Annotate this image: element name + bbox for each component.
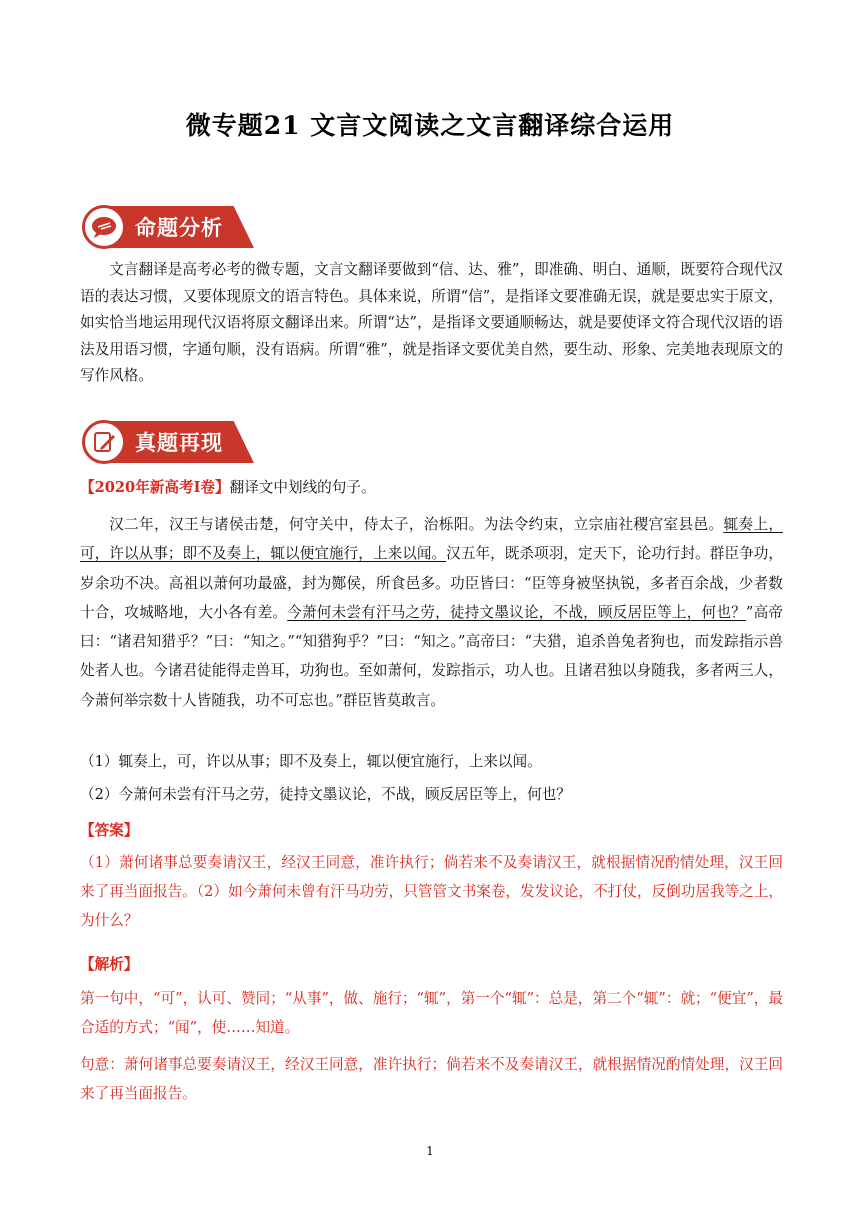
passage-text: ”高帝曰：“诸君知猎乎？”曰：“知之。”“知猎狗乎？”曰：“知之。”高帝曰：“夫猎，追杀兽兔者狗也，而发踪指示兽处者人也。今诸君徒能得走兽耳，功狗也。至如萧何，发踪指示，功人也。且诸君独以身随我，多者两三人，今萧何举宗数十人皆随我，功不可忘也。”群臣皆莫敢言。 [80, 603, 783, 709]
question-1: （1）辄奏上，可，许以从事；即不及奏上，辄以便宜施行，上来以闻。 [80, 753, 542, 770]
passage [80, 510, 783, 715]
underlined-sentence-1: 辄奏上，可，许以从事；即不及奏上，辄以便宜施行，上来以闻。 [80, 516, 783, 563]
analysis-text-1: 第一句中，“可”，认可、赞同；“从事”，做、施行；“辄”，第一个“辄”：总是，第二个“辄”：就；“便宜”，最合适的方式；“闻”，使……知道。 [80, 990, 783, 1036]
analysis-tag: 【解析】 [80, 956, 139, 973]
instruction: 翻译文中划线的句子。 [229, 479, 376, 496]
answer-text: （1）萧何诸事总要奏请汉王，经汉王同意，准许执行；倘若来不及奏请汉王，就根据情况酌情处理，汉王回来了再当面报告。（2）如今萧何未曾有汗马功劳，只管管文书案卷，发发议论，不打仗，反倒功居我等之上，为什么？ [80, 854, 783, 929]
analysis-text-2: 句意：萧何诸事总要奏请汉王，经汉王同意，准许执行；倘若来不及奏请汉王，就根据情况酌情处理，汉王回来了再当面报告。 [80, 1056, 783, 1102]
speech-icon [82, 205, 126, 249]
answer-tag: 【答案】 [80, 822, 139, 839]
source-tag: 【2020年新高考Ⅰ卷】 [80, 479, 230, 496]
passage-text: 汉五年，既杀项羽，定天下，论功行封。群臣争功，岁余功不决。高祖以萧何功最盛，封为酂侯，所食邑多。功臣皆曰：“臣等身被坚执锐，多者百余战，少者数十合，攻城略地，大小各有差。 [80, 545, 783, 621]
section-label-exam: 真题再现 [135, 430, 223, 455]
section-label-analysis: 命题分析 [135, 215, 223, 240]
pencil-icon [82, 420, 126, 464]
underlined-sentence-2: 今萧何未尝有汗马之劳，徒持文墨议论，不战，顾反居臣等上，何也？ [287, 603, 746, 621]
page-number: 1 [426, 1144, 434, 1158]
section-banner-exam [80, 417, 256, 467]
question-2: （2）今萧何未尝有汗马之劳，徒持文墨议论，不战，顾反居臣等上，何也？ [80, 786, 571, 803]
page-title: 微专题21 文言文阅读之文言翻译综合运用 [185, 111, 675, 140]
question-header [80, 476, 783, 497]
section-banner-analysis [80, 202, 256, 252]
passage-text: 汉二年，汉王与诸侯击楚，何守关中，侍太子，治栎阳。为法令约束，立宗庙社稷宫室县邑。 [109, 516, 724, 533]
analysis-paragraph: 文言翻译是高考必考的微专题，文言文翻译要做到“信、达、雅”，即准确、明白、通顺，既要符合现代汉语的表达习惯，又要体现原文的语言特色。具体来说，所谓“信”，是指译文要准确无误，就是要忠实于原文，如实恰当地运用现代汉语将原文翻译出来。所谓“达”，是指译文要通顺畅达，就是要使译文符合现代汉语的语法及用语习惯，字通句顺，没有语病。所谓“雅”，就是指译文要优美自然，要生动、形象、完美地表现原文的写作风格。 [80, 261, 783, 384]
